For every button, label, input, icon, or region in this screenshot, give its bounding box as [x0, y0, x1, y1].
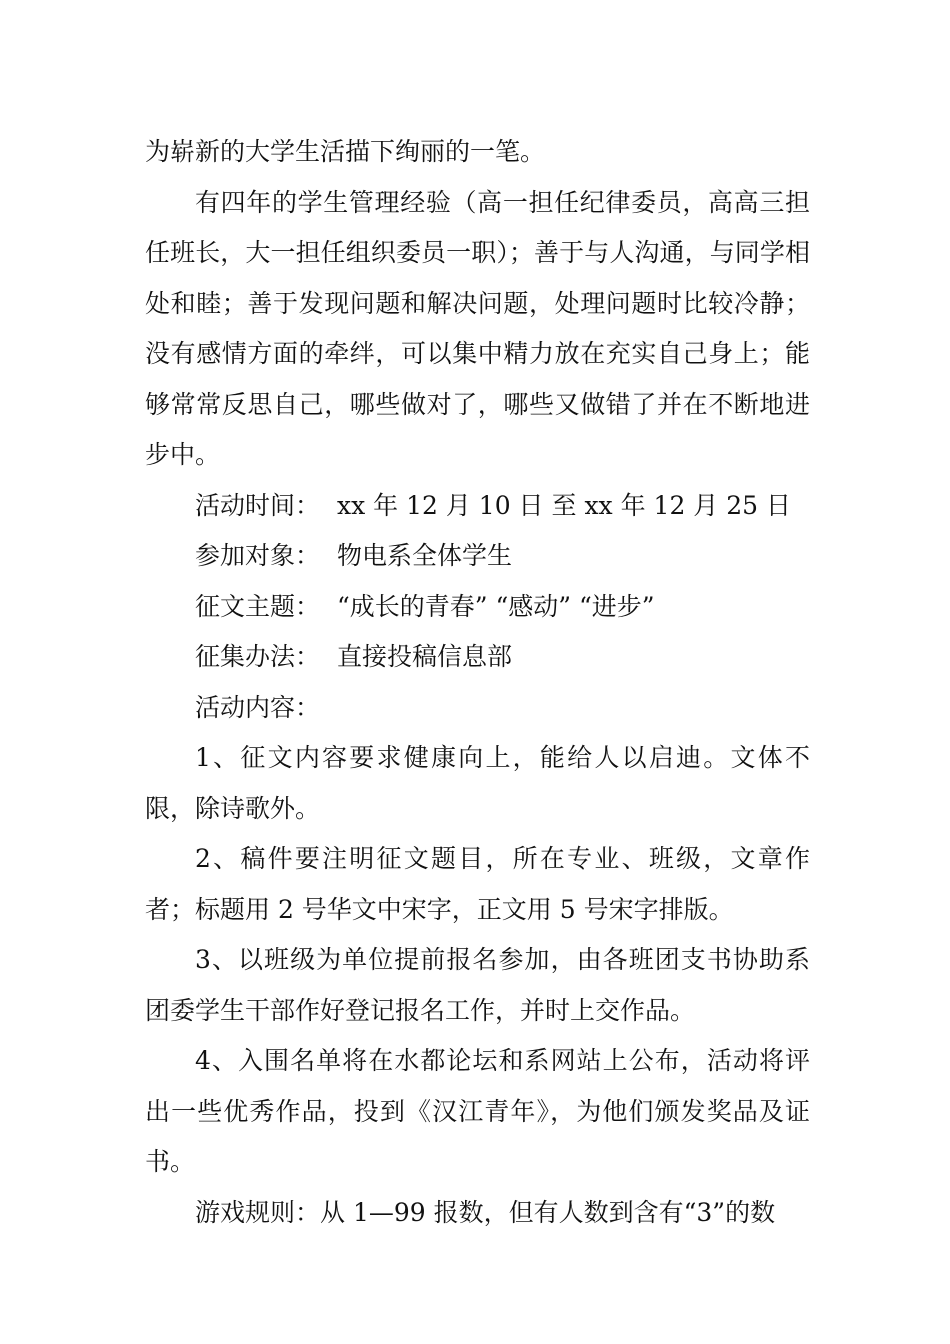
content-item: 3、以班级为单位提前报名参加，由各班团支书协助系团委学生干部作好登记报名工作，并时上交作品。: [145, 945, 810, 1025]
info-value: 直接投稿信息部: [337, 642, 513, 671]
paragraph-experience: 有四年的学生管理经验（高一担任纪律委员，高高三担任班长，大一担任组织委员一职）；善于与人沟通，与同学相处和睦；善于发现问题和解决问题，处理问题时比较冷静；没有感情方面的牵绊，可以集中精力放在充实自己身上；能够常常反思自己，哪些做对了，哪些又做错了并在不断地进步中。: [145, 187, 810, 469]
info-value: “成长的青春” “感动” “进步”: [337, 591, 655, 621]
content-item: 4、入围名单将在水都论坛和系网站上公布，活动将评出一些优秀作品，投到《汉江青年》，为他们颁发奖品及证书。: [145, 1046, 810, 1176]
content-item: 2、稿件要注明征文题目，所在专业、班级，文章作者；标题用 2 号华文中宋字，正文用 5 号宋字排版。: [145, 844, 810, 924]
info-label: 参加对象：: [195, 541, 321, 570]
paragraph-continuation: 为崭新的大学生活描下绚丽的一笔。: [145, 137, 546, 166]
info-row-theme: [145, 582, 810, 633]
info-label: 征文主题：: [195, 591, 321, 621]
info-row-method: [145, 632, 810, 683]
content-heading: 活动内容：: [195, 692, 321, 722]
info-value: xx 年 12 月 10 日 至 xx 年 12 月 25 日: [337, 490, 792, 520]
info-label: 活动时间：: [195, 490, 321, 520]
info-row-participants: [145, 531, 810, 582]
document-body: [145, 127, 810, 1238]
info-row-time: [145, 481, 810, 532]
info-label: 征集办法：: [195, 642, 321, 671]
info-value: 物电系全体学生: [337, 541, 513, 570]
game-rules-paragraph: 游戏规则：从 1—99 报数，但有人数到含有“3”的数: [195, 1197, 776, 1227]
content-item: 1、征文内容要求健康向上，能给人以启迪。文体不限，除诗歌外。: [145, 743, 810, 823]
